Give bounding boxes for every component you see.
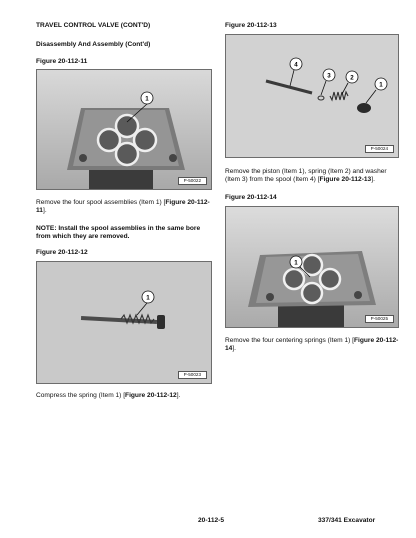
- step-remove-spool-assemblies: Remove the four spool assemblies (Item 1) [Figure 20-112-11].: [36, 199, 210, 215]
- figure-reference[interactable]: Figure 20-112-13: [319, 176, 372, 184]
- step-remove-piston-spring-washer: Remove the piston (Item 1), spring (Item 2) and washer (Item 3) from the spool (Item 4) [Figure 20-112-13].: [225, 168, 387, 184]
- figure-reference[interactable]: Figure 20-112-11: [36, 199, 210, 215]
- callout-2: 2: [350, 74, 354, 82]
- figure-code: P-50024: [365, 145, 394, 153]
- model-name: 337/341 Excavator: [318, 517, 376, 524]
- figure-code: P-50025: [365, 315, 394, 323]
- figure-caption-20-112-11: Figure 20-112-11: [36, 58, 88, 65]
- step-compress-spring: Compress the spring (Item 1) [Figure 20-112-12].: [36, 392, 181, 399]
- callout-1: 1: [379, 81, 383, 89]
- figure-20-112-13-photo: [225, 34, 399, 158]
- figure-20-112-11-photo: [36, 69, 212, 190]
- callout-1: 1: [294, 259, 298, 267]
- callout-1: 1: [146, 294, 150, 302]
- figure-caption-20-112-12: Figure 20-112-12: [36, 249, 88, 256]
- page-number: 20-112-5: [198, 517, 225, 524]
- figure-20-112-12-photo: [36, 261, 212, 384]
- figure-reference[interactable]: Figure 20-112-14: [225, 337, 399, 353]
- figure-code: P-50022: [178, 177, 207, 185]
- callout-3: 3: [327, 72, 331, 80]
- callout-1: 1: [145, 95, 149, 103]
- section-title: TRAVEL CONTROL VALVE (CONT'D): [36, 22, 151, 29]
- subsection-title: Disassembly And Assembly (Cont'd): [36, 41, 151, 48]
- note-install-spool: NOTE: Install the spool assemblies in the same bore from which they are removed.: [36, 225, 201, 241]
- callout-4: 4: [294, 61, 298, 69]
- step-remove-centering-springs: Remove the four centering springs (Item 1) [Figure 20-112-14].: [225, 337, 399, 353]
- figure-code: P-50023: [178, 371, 207, 379]
- figure-reference[interactable]: Figure 20-112-12: [125, 392, 177, 399]
- figure-caption-20-112-14: Figure 20-112-14: [225, 194, 277, 201]
- figure-20-112-14-photo: [225, 206, 399, 328]
- figure-caption-20-112-13: Figure 20-112-13: [225, 22, 277, 29]
